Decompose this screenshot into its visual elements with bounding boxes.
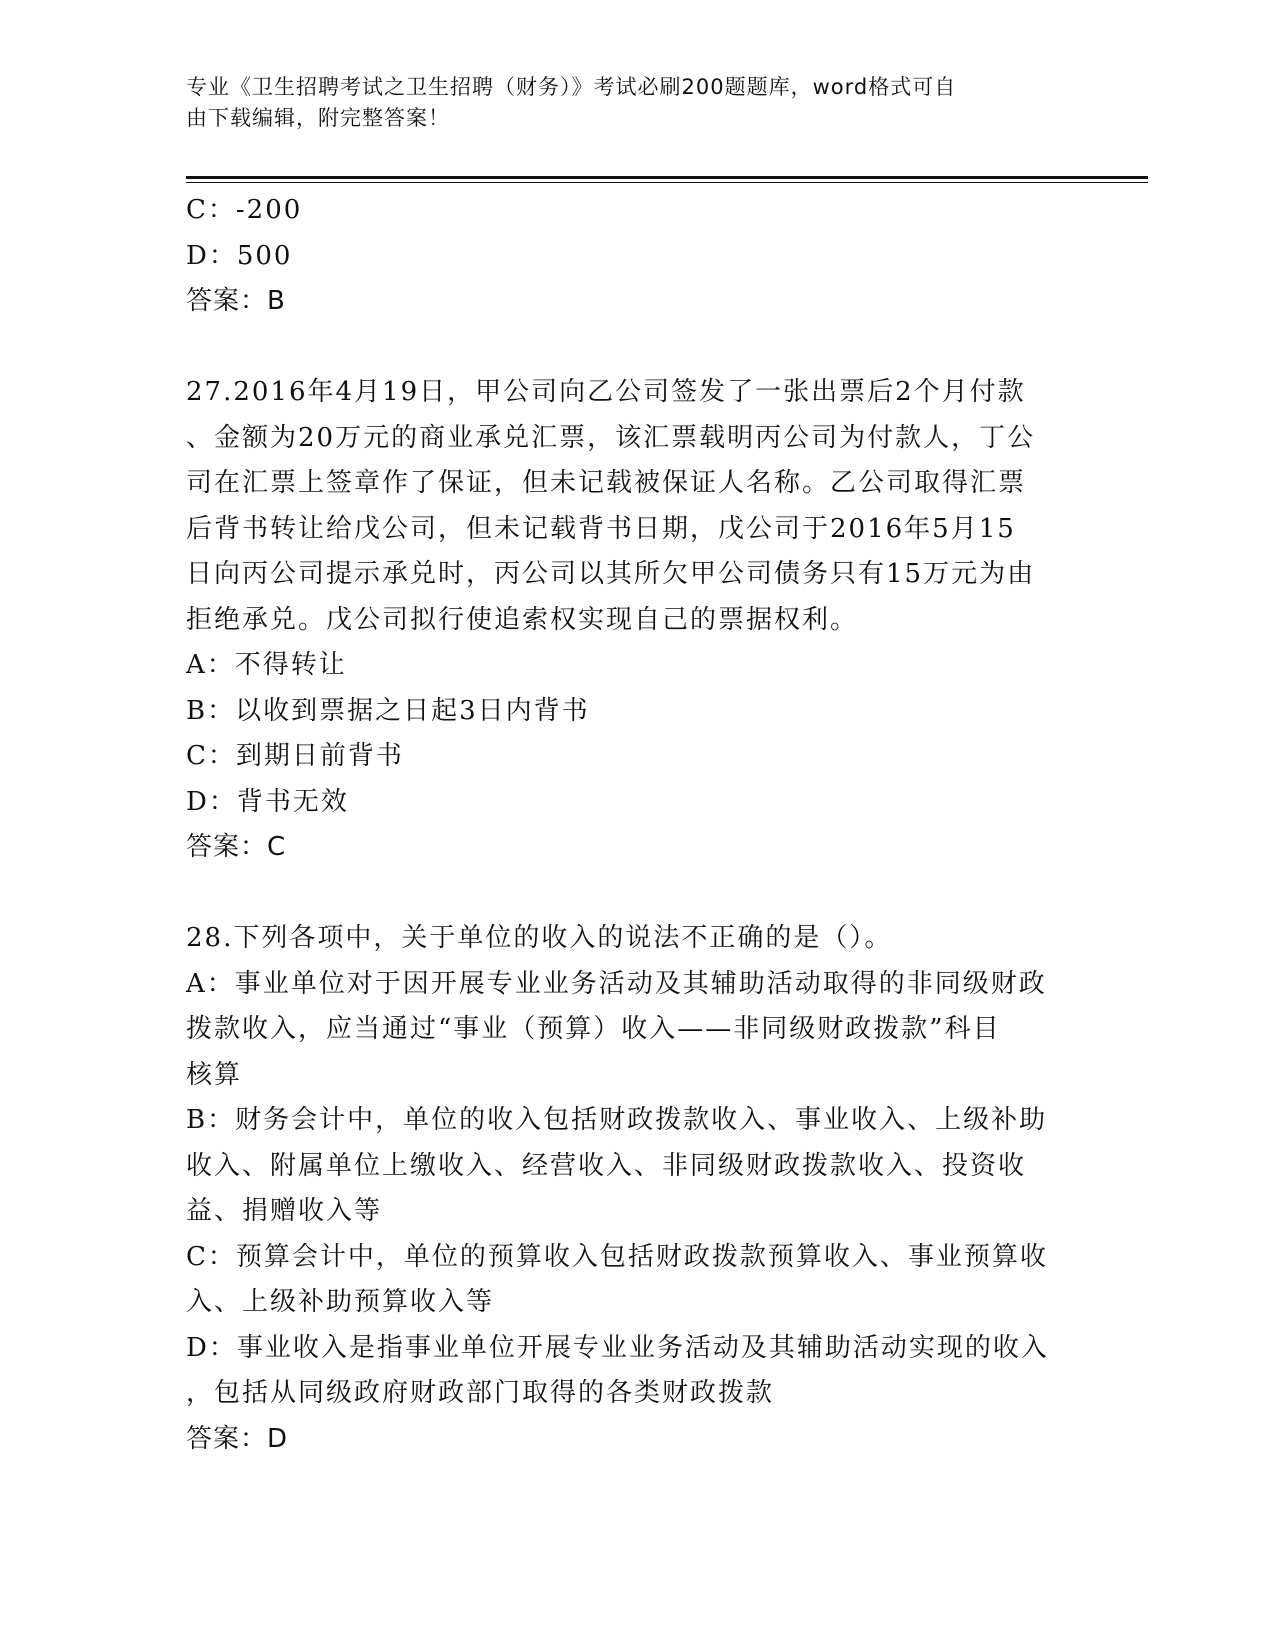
spacer <box>186 325 1066 371</box>
q27-answer: 答案：C <box>186 832 287 862</box>
q27-stem-line: 27.2016年4月19日，甲公司向乙公司签发了一张出票后2个月付款 <box>186 377 1026 407</box>
q28-option-d-line: D：事业收入是指事业单位开展专业业务活动及其辅助活动实现的收入 <box>186 1332 1049 1363</box>
document-header <box>186 72 1066 134</box>
header-line-2: 由下载编辑，附完整答案！ <box>186 106 450 130</box>
q27-stem-line: 、金额为20万元的商业承兑汇票，该汇票载明丙公司为付款人，丁公 <box>186 422 1036 453</box>
q28-option-a-line: A：事业单位对于因开展专业业务活动及其辅助活动取得的非同级财政 <box>186 968 1047 999</box>
question-content <box>186 188 1066 1462</box>
prev-option-d: D：500 <box>186 240 293 271</box>
q28-option-b-line: 收入、附属单位上缴收入、经营收入、非同级财政拨款收入、投资收 <box>186 1150 1027 1181</box>
q28-option-c-line: 入、上级补助预算收入等 <box>186 1287 495 1317</box>
prev-answer: 答案：B <box>186 286 286 316</box>
q27-stem-line: 后背书转让给戊公司，但未记载背书日期，戊公司于2016年5月15 <box>186 513 1016 544</box>
q27-option-c: C：到期日前背书 <box>186 741 404 771</box>
q27-option-a: A：不得转让 <box>186 650 347 680</box>
q28-answer: 答案：D <box>186 1423 289 1454</box>
question-27 <box>186 370 1066 871</box>
q27-stem-line: 日向丙公司提示承兑时，丙公司以其所欠甲公司债务只有15万元为由 <box>186 559 1036 589</box>
q28-option-b-line: B：财务会计中，单位的收入包括财政拨款收入、事业收入、上级补助 <box>186 1105 1048 1135</box>
q27-option-b: B：以收到票据之日起3日内背书 <box>186 695 590 726</box>
question-28 <box>186 916 1066 1462</box>
q28-option-a-line: 核算 <box>186 1059 243 1090</box>
q27-stem-line: 拒绝承兑。戊公司拟行使追索权实现自己的票据权利。 <box>186 604 859 635</box>
q28-option-c-line: C：预算会计中，单位的预算收入包括财政拨款预算收入、事业预算收 <box>186 1241 1048 1272</box>
q28-option-b-line: 益、捐赠收入等 <box>186 1196 383 1226</box>
spacer <box>186 871 1066 917</box>
q28-stem: 28.下列各项中，关于单位的收入的说法不正确的是（）。 <box>186 923 893 953</box>
q28-option-d-line: ，包括从同级政府财政部门取得的各类财政拨款 <box>186 1378 775 1408</box>
q28-option-a-line: 拨款收入，应当通过“事业（预算）收入——非同级财政拨款”科目 <box>186 1014 1001 1044</box>
q27-stem-line: 司在汇票上签章作了保证，但未记载被保证人名称。乙公司取得汇票 <box>186 468 1027 498</box>
header-line-1: 专业《卫生招聘考试之卫生招聘（财务）》考试必刷200题题库，word格式可自 <box>186 75 957 99</box>
q27-option-d: D：背书无效 <box>186 786 349 817</box>
header-rule-thin <box>186 182 1148 183</box>
prev-option-c: C：-200 <box>186 195 303 225</box>
header-rule-thick <box>186 176 1148 179</box>
